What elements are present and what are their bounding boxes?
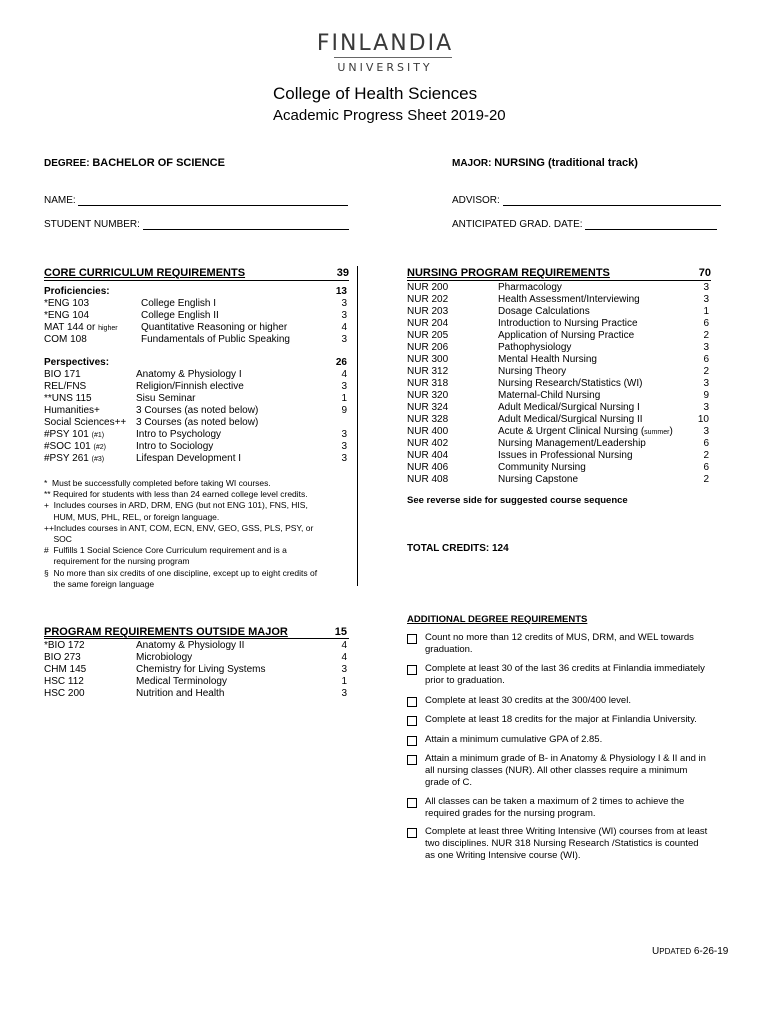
outside-course-code <box>44 652 81 664</box>
nursing-course-name <box>498 318 638 330</box>
core-note: * Must be successfully completed before taking WI courses. <box>44 478 271 488</box>
student-number-field[interactable] <box>44 219 349 230</box>
nursing-course-credits: 1 <box>703 306 709 317</box>
nursing-course-name-text: Community Nursing <box>498 462 586 473</box>
requirement-text: All classes can be taken a maximum of 2 times to achieve the <box>425 796 685 807</box>
proficiency-name-text: College English II <box>141 310 219 321</box>
additional-title: ADDITIONAL DEGREE REQUIREMENTS <box>407 614 588 625</box>
nursing-course-code <box>407 378 448 390</box>
nursing-course-code <box>407 306 448 318</box>
proficiency-credits: 4 <box>341 322 347 333</box>
nursing-course-credits: 3 <box>703 294 709 305</box>
perspective-code <box>44 393 92 405</box>
proficiency-name <box>141 334 290 346</box>
nursing-course-name-text: Adult Medical/Surgical Nursing I <box>498 402 640 413</box>
proficiencies-label: Proficiencies: <box>44 286 110 297</box>
nursing-course-code-text: NUR 402 <box>407 438 449 449</box>
perspective-code-text: **UNS 115 <box>44 393 92 404</box>
requirement-text: required grades for the nursing program. <box>425 808 596 819</box>
perspective-credits: 3 <box>341 453 347 464</box>
outside-course-name-text: Microbiology <box>136 652 193 663</box>
core-note: ** Required for students with less than 24 earned college level credits. <box>44 489 308 500</box>
perspective-code <box>44 453 104 466</box>
nursing-course-name-text: Nursing Theory <box>498 366 567 377</box>
nursing-course-name-text: Pharmacology <box>498 282 562 293</box>
requirement-text: grade of C. <box>425 777 472 788</box>
outside-course-credits: 1 <box>341 676 347 687</box>
requirement-checkbox[interactable] <box>407 828 417 838</box>
major-value: NURSING (traditional track) <box>494 157 638 169</box>
grad-date-label: ANTICIPATED GRAD. DATE: <box>452 219 583 230</box>
outside-total: 15 <box>334 626 347 638</box>
requirement-checkbox[interactable] <box>407 798 417 808</box>
nursing-course-name <box>498 390 600 402</box>
perspective-name <box>136 405 258 417</box>
grad-date-field[interactable] <box>452 219 717 230</box>
perspective-code-text: BIO 171 <box>44 369 81 380</box>
requirement-text: two disciplines. NUR 318 Nursing Research /Statistics is counted <box>425 838 699 849</box>
nursing-course-name-text: Dosage Calculations <box>498 306 590 317</box>
nursing-course-code <box>407 438 448 450</box>
nursing-course-credits: 6 <box>703 438 709 449</box>
nursing-course-name-text: Mental Health Nursing <box>498 354 597 365</box>
core-total: 39 <box>336 267 349 279</box>
outside-course-name <box>136 652 192 664</box>
nursing-course-name <box>498 450 633 462</box>
outside-course-code-text: *BIO 172 <box>44 640 85 651</box>
requirement-text: Complete at least 30 of the last 36 credits at Finlandia immediately <box>425 663 705 674</box>
updated-prefix: U <box>652 946 660 957</box>
nursing-course-name <box>498 438 646 450</box>
perspective-code <box>44 405 100 417</box>
outside-course-credits: 3 <box>341 688 347 699</box>
core-note: requirement for the nursing program <box>44 556 190 567</box>
nursing-course-code-text: NUR 204 <box>407 318 449 329</box>
nursing-course-name-text: Introduction to Nursing Practice <box>498 318 638 329</box>
nursing-course-code <box>407 318 448 330</box>
degree-value: BACHELOR OF SCIENCE <box>92 157 225 169</box>
nursing-course-code <box>407 474 448 486</box>
requirement-checkbox[interactable] <box>407 736 417 746</box>
advisor-line[interactable] <box>503 195 721 206</box>
nursing-course-name <box>498 414 643 426</box>
outside-course-code-text: BIO 273 <box>44 652 81 663</box>
reverse-note: See reverse side for suggested course sequence <box>407 495 628 506</box>
nursing-course-code <box>407 450 448 462</box>
perspective-code-text: #PSY 261 <box>44 453 89 464</box>
proficiency-code-text: *ENG 104 <box>44 310 90 321</box>
nursing-course-credits: 3 <box>703 378 709 389</box>
perspective-code-note: (#1) <box>91 432 105 439</box>
requirement-checkbox[interactable] <box>407 665 417 675</box>
requirement-text: Complete at least 18 credits for the major at Finlandia University. <box>425 714 697 725</box>
perspective-name-text: 3 Courses (as noted below) <box>136 405 259 416</box>
requirement-text: all nursing classes (NUR). All other classes require a minimum <box>425 765 688 776</box>
core-note: the same foreign language <box>44 578 155 589</box>
requirement-text: Complete at least three Writing Intensive (WI) courses from at least <box>425 826 708 837</box>
outside-course-name <box>136 688 224 700</box>
nursing-course-credits: 3 <box>703 342 709 353</box>
nursing-course-name <box>498 402 640 414</box>
perspective-credits: 3 <box>341 381 347 392</box>
perspective-name <box>136 441 213 453</box>
nursing-course-code <box>407 414 448 426</box>
requirement-checkbox[interactable] <box>407 716 417 726</box>
column-divider <box>357 266 358 586</box>
nursing-course-name-text: Nursing Management/Leadership <box>498 438 646 449</box>
nursing-header <box>407 267 711 279</box>
nursing-course-code-text: NUR 205 <box>407 330 449 341</box>
requirement-text: Complete at least 30 credits at the 300/400 level. <box>425 695 631 706</box>
perspective-code <box>44 381 86 393</box>
degree-label: DEGREE: <box>44 158 90 169</box>
nursing-course-code-text: NUR 300 <box>407 354 449 365</box>
perspective-name-text: 3 Courses (as noted below) <box>136 417 259 428</box>
core-note: HUM, MUS, PHL, REL, or foreign language. <box>44 511 220 522</box>
nursing-course-name <box>498 306 590 318</box>
core-note: § No more than six credits of one discipline, except up to eight credits of <box>44 567 318 578</box>
logo-subtitle: UNIVERSITY <box>337 61 433 74</box>
perspective-code-note: (#2) <box>93 444 106 451</box>
perspective-code-text: Social Sciences++ <box>44 417 127 428</box>
outside-course-code <box>44 688 85 700</box>
nursing-course-code <box>407 294 448 306</box>
nursing-course-code-text: NUR 406 <box>407 462 449 473</box>
nursing-course-code-text: NUR 400 <box>407 426 449 437</box>
proficiency-code <box>44 334 87 346</box>
nursing-course-name-text: Issues in Professional Nursing <box>498 450 633 461</box>
nursing-course-name <box>498 462 586 474</box>
nursing-course-name <box>498 282 562 294</box>
perspective-credits: 4 <box>341 369 347 380</box>
college-title: College of Health Sciences <box>273 84 478 103</box>
student-number-line[interactable] <box>143 219 349 230</box>
core-note: + Includes courses in ARD, DRM, ENG (but not ENG 101), FNS, HIS, <box>44 500 308 511</box>
nursing-course-code-text: NUR 318 <box>407 378 449 389</box>
outside-course-credits: 3 <box>341 664 347 675</box>
outside-course-name <box>136 676 227 688</box>
perspective-name-text: Lifespan Development I <box>136 453 242 464</box>
nursing-course-name <box>498 354 597 366</box>
core-header <box>44 267 349 279</box>
nursing-course-name-end: ) <box>669 426 673 437</box>
proficiency-credits: 3 <box>341 334 347 345</box>
proficiency-name-text: Fundamentals of Public Speaking <box>141 334 290 345</box>
perspective-code-text: REL/FNS <box>44 381 87 392</box>
nursing-course-code-text: NUR 206 <box>407 342 449 353</box>
perspective-credits: 1 <box>341 393 347 404</box>
nursing-course-name <box>498 378 642 390</box>
perspective-name-text: Sisu Seminar <box>136 393 196 404</box>
requirement-text: prior to graduation. <box>425 675 505 686</box>
nursing-course-code-text: NUR 200 <box>407 282 449 293</box>
major-label: MAJOR: <box>452 158 492 169</box>
perspective-code-text: #SOC 101 <box>44 441 91 452</box>
nursing-course-code-text: NUR 203 <box>407 306 449 317</box>
advisor-field[interactable] <box>452 195 721 206</box>
nursing-course-code-text: NUR 202 <box>407 294 449 305</box>
perspective-name-text: Anatomy & Physiology I <box>136 369 242 380</box>
outside-course-code <box>44 664 86 676</box>
nursing-course-code <box>407 462 448 474</box>
nursing-course-name-note: summer <box>644 429 670 436</box>
nursing-course-code-text: NUR 312 <box>407 366 449 377</box>
nursing-course-name-text: Health Assessment/Interviewing <box>498 294 640 305</box>
nursing-course-credits: 6 <box>703 318 709 329</box>
outside-course-name-text: Medical Terminology <box>136 676 227 687</box>
logo-divider <box>334 57 452 58</box>
requirement-checkbox[interactable] <box>407 755 417 765</box>
requirement-text: Attain a minimum cumulative GPA of 2.85. <box>425 734 603 745</box>
core-note: ++Includes courses in ANT, COM, ECN, ENV, GEO, GSS, PLS, PSY, or <box>44 522 314 533</box>
proficiency-name-text: College English I <box>141 298 217 309</box>
requirement-text: Count no more than 12 credits of MUS, DRM, and WEL towards <box>425 632 694 643</box>
proficiency-code <box>44 310 89 322</box>
nursing-course-code <box>407 366 448 378</box>
outside-course-credits: 4 <box>341 652 347 663</box>
perspective-name <box>136 393 195 405</box>
nursing-course-code-text: NUR 328 <box>407 414 449 425</box>
perspective-name-text: Intro to Sociology <box>136 441 214 452</box>
outside-course-name-text: Nutrition and Health <box>136 688 225 699</box>
nursing-course-name-text: Nursing Research/Statistics (WI) <box>498 378 643 389</box>
student-number-label: STUDENT NUMBER: <box>44 219 140 230</box>
perspective-code-note: (#3) <box>91 456 105 463</box>
proficiency-credits: 3 <box>341 310 347 321</box>
outside-course-code-text: CHM 145 <box>44 664 87 675</box>
nursing-course-credits: 3 <box>703 402 709 413</box>
proficiency-credits: 3 <box>341 298 347 309</box>
proficiency-code-note: higher <box>98 325 118 332</box>
nursing-course-credits: 9 <box>703 390 709 401</box>
core-note: # Fulfills 1 Social Science Core Curriculum requirement and is a <box>44 545 287 556</box>
updated-stamp <box>652 946 728 957</box>
outside-course-credits: 4 <box>341 640 347 651</box>
proficiency-code-text: COM 108 <box>44 334 87 345</box>
sheet-title: Academic Progress Sheet 2019-20 <box>273 107 506 124</box>
nursing-course-name-text: Nursing Capstone <box>498 474 579 485</box>
perspective-name-text: Intro to Psychology <box>136 429 222 440</box>
nursing-course-name-text: Acute & Urgent Clinical Nursing ( <box>498 426 645 437</box>
perspective-name <box>136 381 244 393</box>
perspective-code-text: #PSY 101 <box>44 429 89 440</box>
total-credits: TOTAL CREDITS: 124 <box>407 543 509 554</box>
proficiency-code-text: MAT 144 or <box>44 322 96 333</box>
nursing-course-credits: 10 <box>697 414 709 425</box>
nursing-course-name-text: Maternal-Child Nursing <box>498 390 601 401</box>
nursing-total: 70 <box>698 267 711 279</box>
nursing-course-name <box>498 330 634 342</box>
nursing-course-code <box>407 402 448 414</box>
core-title: CORE CURRICULUM REQUIREMENTS <box>44 267 246 279</box>
nursing-course-name <box>498 366 566 378</box>
perspective-name <box>136 453 241 465</box>
requirement-checkbox[interactable] <box>407 634 417 644</box>
logo-wordmark: FINLANDIA <box>316 31 454 56</box>
outside-header <box>44 626 349 638</box>
nursing-course-credits: 6 <box>703 462 709 473</box>
perspective-code <box>44 417 126 429</box>
nursing-course-name-text: Pathophysiology <box>498 342 572 353</box>
nursing-course-name <box>498 294 640 306</box>
proficiency-name <box>141 298 216 310</box>
name-line[interactable] <box>78 195 348 206</box>
perspective-name-text: Religion/Finnish elective <box>136 381 244 392</box>
core-header-rule <box>44 280 349 281</box>
nursing-course-code-text: NUR 320 <box>407 390 449 401</box>
proficiency-name <box>141 310 219 322</box>
proficiency-name <box>141 322 287 334</box>
nursing-course-name <box>498 474 578 486</box>
major-row <box>452 157 638 169</box>
outside-course-code-text: HSC 200 <box>44 688 85 699</box>
outside-title: PROGRAM REQUIREMENTS OUTSIDE MAJOR <box>44 626 288 638</box>
proficiencies-total: 13 <box>335 286 347 297</box>
nursing-course-credits: 2 <box>703 474 709 485</box>
name-label: NAME: <box>44 195 76 206</box>
advisor-label: ADVISOR: <box>452 195 500 206</box>
degree-row <box>44 157 225 169</box>
perspectives-total: 26 <box>335 357 347 368</box>
outside-course-code-text: HSC 112 <box>44 676 84 687</box>
nursing-course-code-text: NUR 404 <box>407 450 449 461</box>
outside-course-code <box>44 676 84 688</box>
nursing-course-credits: 6 <box>703 354 709 365</box>
outside-course-name-text: Anatomy & Physiology II <box>136 640 245 651</box>
updated-date: 6-26-19 <box>691 946 729 957</box>
nursing-course-name-text: Adult Medical/Surgical Nursing II <box>498 414 643 425</box>
nursing-course-code <box>407 354 448 366</box>
requirement-text: Attain a minimum grade of B- in Anatomy & Physiology I & II and in <box>425 753 706 764</box>
perspective-code <box>44 369 81 381</box>
proficiency-code-text: *ENG 103 <box>44 298 90 309</box>
nursing-course-code <box>407 426 448 438</box>
perspective-credits: 9 <box>341 405 347 416</box>
nursing-course-code <box>407 342 448 354</box>
nursing-course-name <box>498 342 571 354</box>
proficiency-code <box>44 298 89 310</box>
outside-header-rule <box>44 638 349 639</box>
nursing-course-credits: 2 <box>703 330 709 341</box>
updated-small: PDATED <box>659 947 692 956</box>
perspective-name <box>136 417 258 429</box>
perspective-name <box>136 429 221 441</box>
nursing-course-credits: 2 <box>703 366 709 377</box>
nursing-course-credits: 3 <box>703 282 709 293</box>
requirement-text: as one Writing Intensive course (WI). <box>425 850 581 861</box>
requirement-text: graduation. <box>425 644 473 655</box>
outside-course-code <box>44 640 85 652</box>
nursing-course-credits: 3 <box>703 426 709 437</box>
nursing-course-credits: 2 <box>703 450 709 461</box>
nursing-course-code <box>407 390 448 402</box>
requirement-checkbox[interactable] <box>407 697 417 707</box>
name-field[interactable] <box>44 195 348 206</box>
perspective-credits: 3 <box>341 429 347 440</box>
perspective-code-text: Humanities+ <box>44 405 100 416</box>
nursing-course-code-text: NUR 324 <box>407 402 449 413</box>
perspective-credits: 3 <box>341 441 347 452</box>
nursing-title: NURSING PROGRAM REQUIREMENTS <box>407 267 610 279</box>
core-note: SOC <box>44 534 72 544</box>
nursing-course-code <box>407 282 448 294</box>
perspectives-label: Perspectives: <box>44 357 110 368</box>
outside-course-name <box>136 640 244 652</box>
perspective-name <box>136 369 242 381</box>
grad-date-line[interactable] <box>585 219 717 230</box>
nursing-header-rule <box>407 280 711 281</box>
nursing-course-code <box>407 330 448 342</box>
proficiency-name-text: Quantitative Reasoning or higher <box>141 322 288 333</box>
outside-course-name <box>136 664 265 676</box>
nursing-course-name-text: Application of Nursing Practice <box>498 330 635 341</box>
nursing-course-code-text: NUR 408 <box>407 474 449 485</box>
outside-course-name-text: Chemistry for Living Systems <box>136 664 266 675</box>
